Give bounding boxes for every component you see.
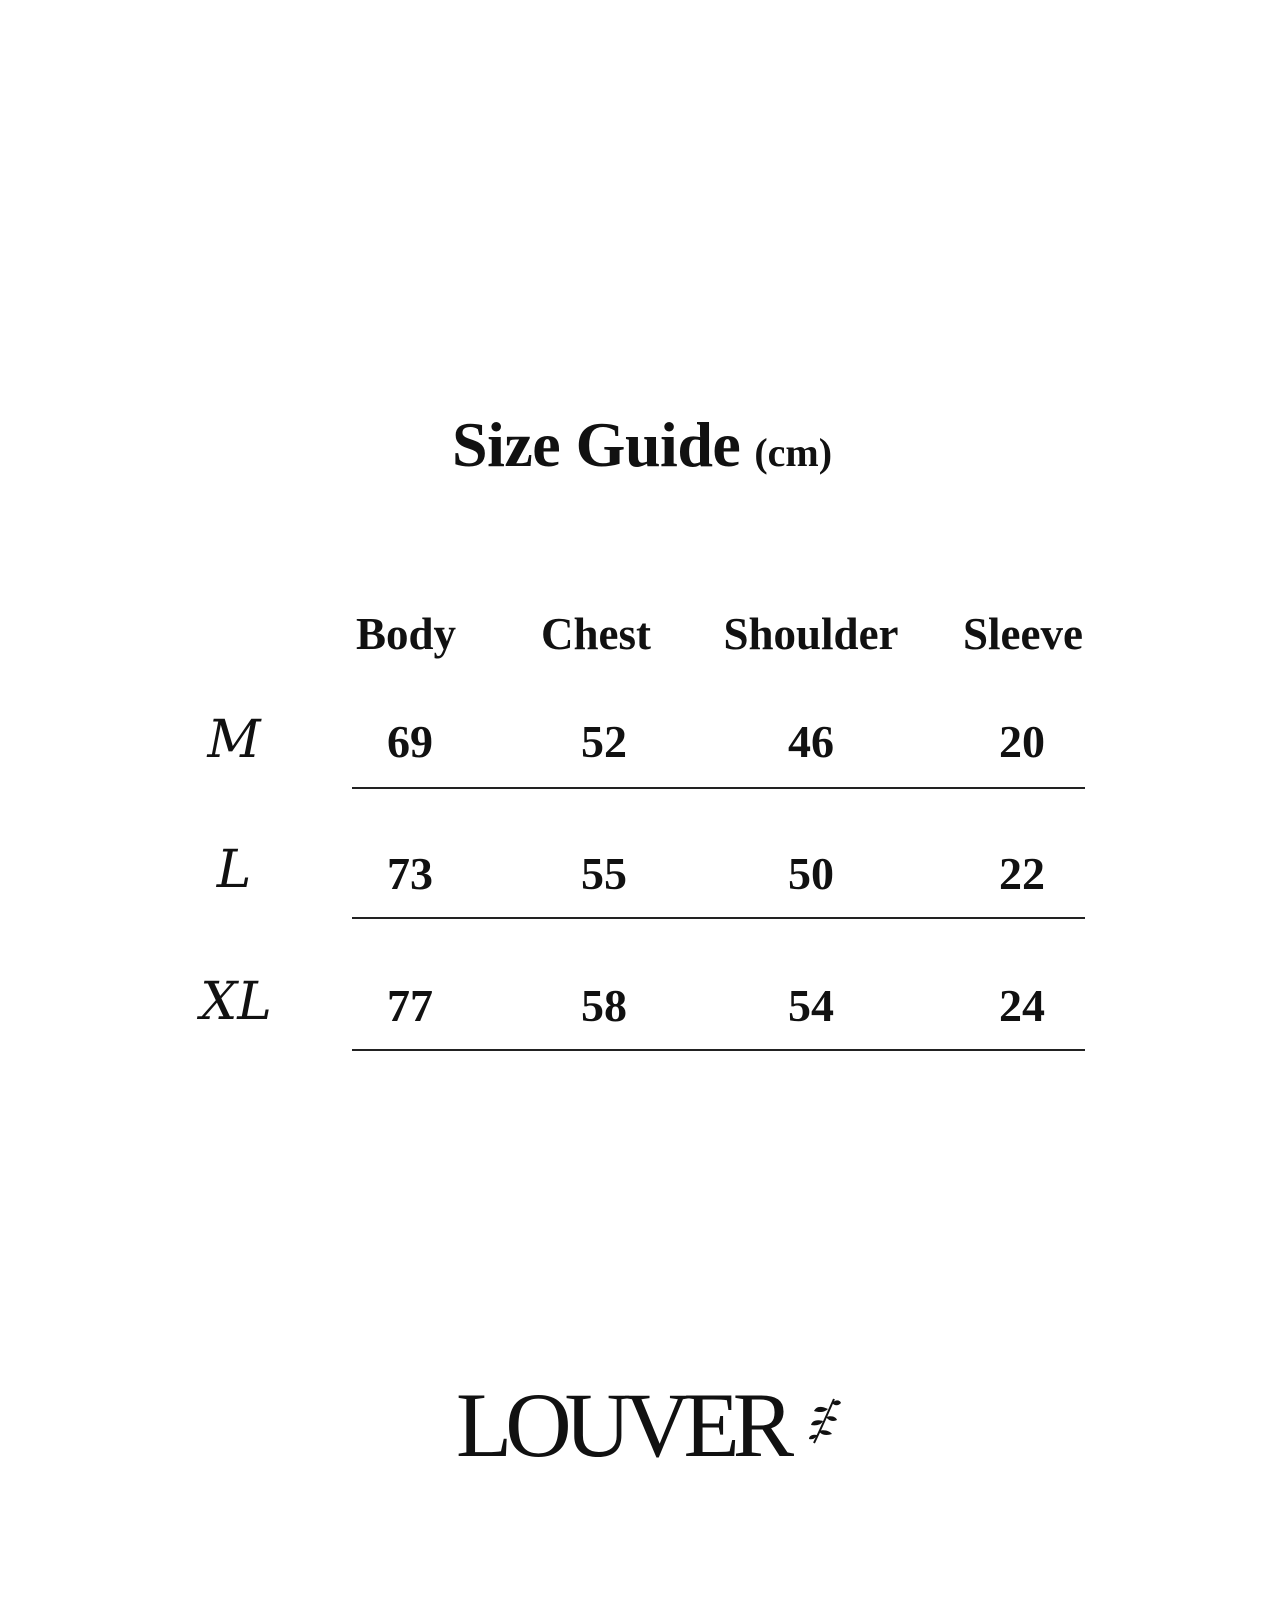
brand-logo: LOUVER xyxy=(456,1374,788,1476)
size-label-l: L xyxy=(216,840,252,900)
cell-sleeve: 20 xyxy=(999,716,1045,767)
cell-chest: 52 xyxy=(581,716,627,767)
cell-body: 73 xyxy=(387,848,433,899)
cell-shoulder: 46 xyxy=(788,716,834,767)
olive-branch-icon xyxy=(808,1393,842,1445)
title-unit: (cm) xyxy=(754,430,833,475)
column-header-sleeve: Sleeve xyxy=(963,609,1083,659)
cell-chest: 55 xyxy=(581,848,627,899)
cell-shoulder: 54 xyxy=(788,980,834,1031)
cell-chest: 58 xyxy=(581,980,627,1031)
title-text: Size Guide xyxy=(451,409,741,480)
cell-sleeve: 22 xyxy=(999,848,1045,899)
cell-shoulder: 50 xyxy=(788,848,834,899)
size-label-xl: XL xyxy=(200,972,272,1032)
cell-sleeve: 24 xyxy=(999,980,1045,1031)
row-divider xyxy=(352,787,1085,789)
page-title xyxy=(0,408,1284,482)
column-header-chest: Chest xyxy=(541,609,651,659)
cell-body: 69 xyxy=(387,716,433,767)
column-header-shoulder: Shoulder xyxy=(723,609,899,659)
column-header-body: Body xyxy=(355,609,457,659)
size-label-m: M xyxy=(207,710,261,770)
row-divider xyxy=(352,917,1085,919)
row-divider xyxy=(352,1049,1085,1051)
cell-body: 77 xyxy=(387,980,433,1031)
